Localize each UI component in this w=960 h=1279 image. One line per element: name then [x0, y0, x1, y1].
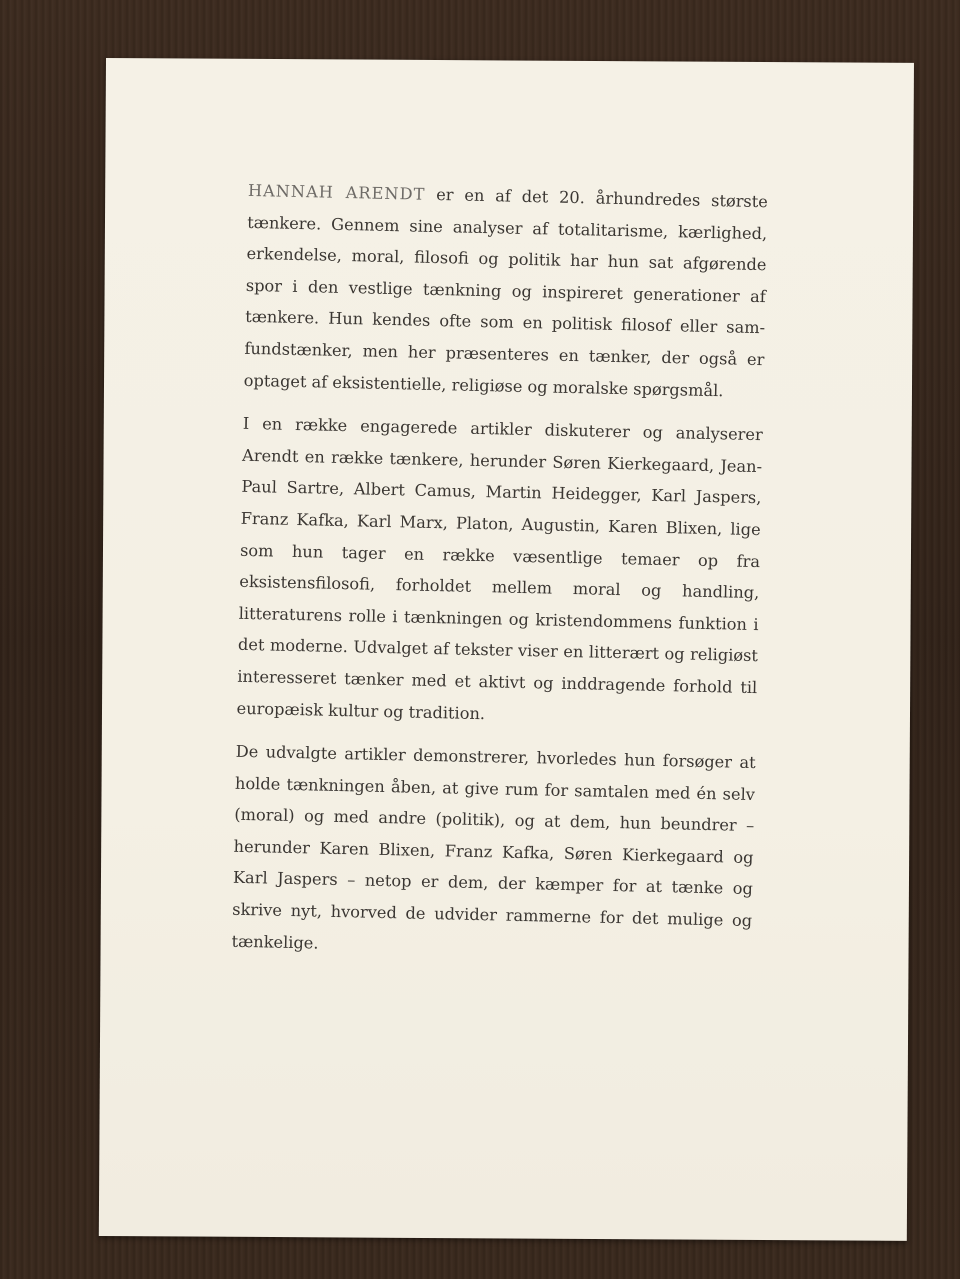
book-back-cover [99, 58, 914, 1241]
blurb-paragraph-1 [243, 175, 768, 407]
blurb-paragraph-3: De udvalgte artikler demonstrerer, hvorledes hun forsøger at holde tænkningen åben, at give rum for samtalen med én selv (moral) og med andre (politik), og at dem, hun beundrer – herunder Karen Blixen, Franz Kafka, Søren Kierkegaard og Karl Jaspers – netop er dem, der kæmper for at tænke og skrive nyt, hvorved de udvider rammerne for det mulige og tænkelige. [231, 741, 756, 953]
paragraph-1-text: er en af det 20. århundredes største tænkere. Gennem sine analyser af totalitarisme, kærlighed, erkendelse, moral, filosofi og politik har hun sat afgørende spor i den vestlige tænkning og inspireret generationer af tænkere. Hun kendes ofte som en politisk filosof eller samfundstænker, men her præsenteres en tænker, der også er optaget af eksistentielle, religiøse og moralske spørgsmål. [243, 184, 769, 400]
blurb-text [231, 175, 768, 980]
author-name: HANNAH ARENDT [247, 180, 426, 204]
blurb-paragraph-2: I en række engagerede artikler diskuterer og analyserer Arendt en række tænkere, herunder Søren Kierkegaard, Jean-Paul Sartre, Albert Camus, Martin Heidegger, Karl Jaspers, Franz Kafka, Karl Marx, Platon, Augustin, Karen Blixen, lige som hun tager en række væsentlige temaer op fra eksistensfilosofi, forholdet mellem moral og handling, litteraturens rolle i tænkningen og kristendommens funktion i det moderne. Udvalget af tekster viser en litterært og religiøst interesseret tænker med et aktivt og inddragende forhold til europæisk kultur og tradition. [236, 413, 763, 723]
